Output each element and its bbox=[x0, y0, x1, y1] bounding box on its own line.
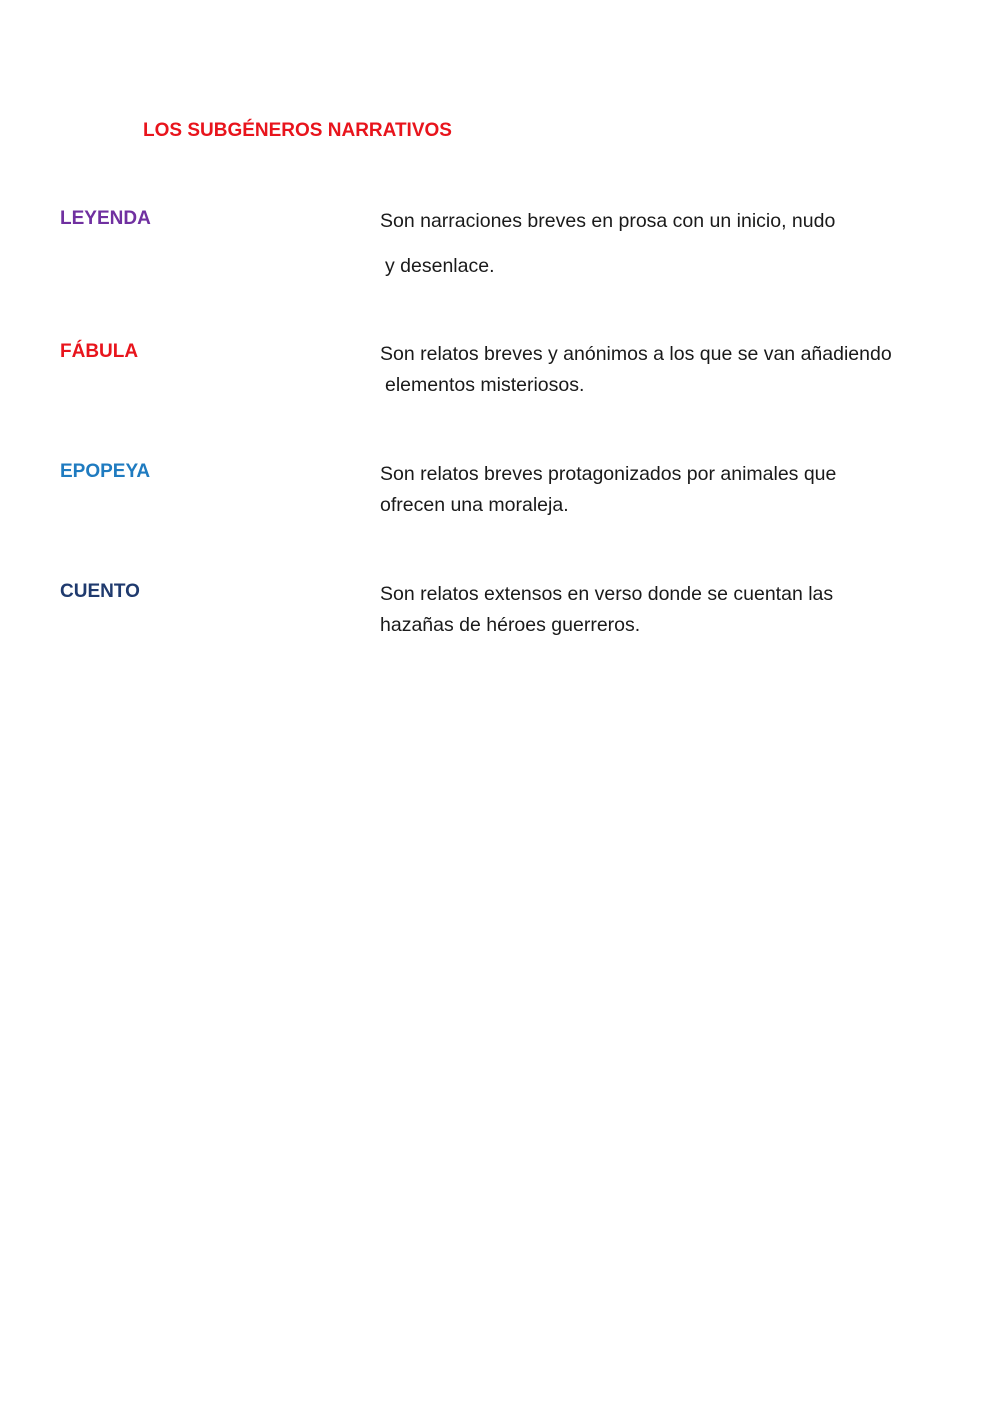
definition-line: Son relatos extensos en verso donde se cuentan las bbox=[380, 583, 834, 605]
term-epopeya: EPOPEYA bbox=[60, 461, 151, 482]
definition-line: ofrecen una moraleja. bbox=[380, 494, 569, 516]
definition-cuento bbox=[380, 579, 833, 641]
definition-line: Son relatos breves protagonizados por animales que bbox=[380, 463, 837, 485]
term-leyenda: LEYENDA bbox=[60, 208, 151, 229]
definition-leyenda bbox=[380, 206, 835, 282]
term-fabula: FÁBULA bbox=[60, 341, 139, 362]
definition-line: elementos misteriosos. bbox=[385, 374, 585, 396]
page-title: LOS SUBGÉNEROS NARRATIVOS bbox=[143, 120, 452, 141]
term-cuento: CUENTO bbox=[60, 581, 140, 602]
definition-line: hazañas de héroes guerreros. bbox=[380, 614, 641, 636]
definition-line: y desenlace. bbox=[385, 255, 495, 277]
definition-epopeya bbox=[380, 459, 836, 521]
definition-line: Son relatos breves y anónimos a los que se van añadiendo bbox=[380, 343, 892, 365]
definition-fabula bbox=[380, 339, 892, 401]
definition-line: Son narraciones breves en prosa con un inicio, nudo bbox=[380, 210, 836, 232]
